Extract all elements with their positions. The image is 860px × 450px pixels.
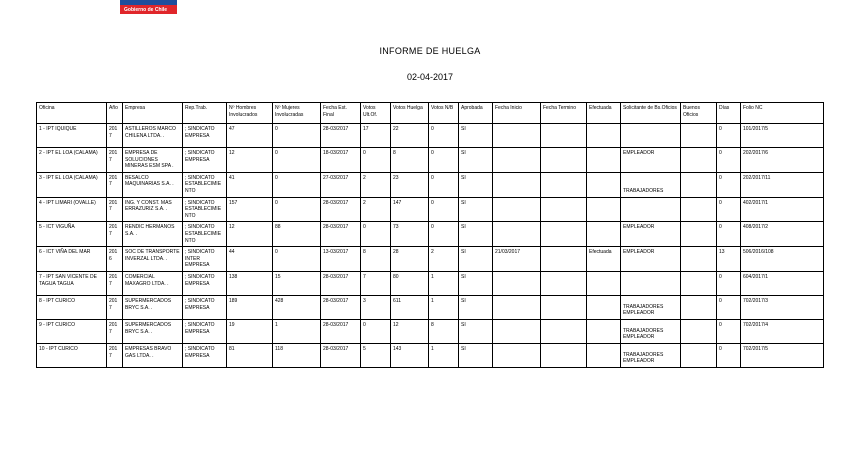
logo-text: Gobierno de Chile — [124, 7, 168, 13]
table-cell — [587, 319, 621, 343]
table-cell: 2017 — [107, 222, 123, 247]
table-cell — [541, 295, 587, 319]
table-cell: 44 — [227, 247, 273, 272]
table-cell: RENDIC HERMANOS S.A. . — [123, 222, 183, 247]
table-cell: 2017 — [107, 172, 123, 197]
table-cell — [541, 319, 587, 343]
table-cell: 2 - IPT EL LOA (CALAMA) — [37, 148, 107, 173]
header-row — [37, 103, 824, 124]
table-cell: 23 — [391, 172, 429, 197]
table-cell: 147 — [391, 197, 429, 222]
table-cell — [621, 271, 681, 295]
table-cell: 0 — [429, 148, 459, 173]
table-cell: SOC DE TRANSPORTE INVERZAL LTDA. . — [123, 247, 183, 272]
table-cell: SUPERMERCADOS BRYC S.A. . — [123, 295, 183, 319]
table-cell: 28-03/2017 — [321, 197, 361, 222]
table-row — [37, 148, 824, 173]
table-cell: 0 — [273, 172, 321, 197]
table-cell — [621, 197, 681, 222]
table-cell: SI — [459, 319, 493, 343]
table-cell: 8 — [391, 148, 429, 173]
table-cell: 19 — [227, 319, 273, 343]
table-cell — [541, 124, 587, 148]
table-cell — [493, 197, 541, 222]
table-cell — [681, 295, 717, 319]
table-cell: ; SINDICATO EMPRESA — [183, 148, 227, 173]
table-cell: 702/2017/3 — [741, 295, 824, 319]
gobierno-de-chile-logo — [120, 0, 177, 14]
table-cell: 0 — [717, 124, 741, 148]
column-header: Votos Huelga — [391, 103, 429, 124]
table-cell: 28-03/2017 — [321, 222, 361, 247]
table-cell: 0 — [361, 222, 391, 247]
table-cell — [493, 295, 541, 319]
table-cell — [621, 124, 681, 148]
table-cell: 0 — [429, 124, 459, 148]
table-row — [37, 319, 824, 343]
table-cell: 402/2017/1 — [741, 197, 824, 222]
table-cell — [493, 343, 541, 367]
table-cell: 73 — [391, 222, 429, 247]
table-cell: 28-03/2017 — [321, 271, 361, 295]
table-cell: 0 — [273, 247, 321, 272]
table-cell: 0 — [717, 319, 741, 343]
table-cell: 611 — [391, 295, 429, 319]
report-date: 02-04-2017 — [406, 72, 454, 82]
table-cell: 2 — [361, 172, 391, 197]
table-cell — [681, 247, 717, 272]
table-cell — [587, 295, 621, 319]
table-cell: ; SINDICATO EMPRESA — [183, 124, 227, 148]
table-cell: 10 - IPT CURICO — [37, 343, 107, 367]
table-cell: 0 — [717, 172, 741, 197]
table-cell: 28-03/2017 — [321, 343, 361, 367]
table-cell — [587, 172, 621, 197]
table-cell: 604/2017/1 — [741, 271, 824, 295]
table-cell: 2017 — [107, 271, 123, 295]
table-cell: 81 — [227, 343, 273, 367]
table-cell — [493, 172, 541, 197]
table-cell: 0 — [273, 124, 321, 148]
table-cell — [541, 148, 587, 173]
table-cell: 2 — [429, 247, 459, 272]
column-header: Votos N/B — [429, 103, 459, 124]
table-cell: 506/2016/108 — [741, 247, 824, 272]
table-cell: SI — [459, 247, 493, 272]
table-cell: TRABAJADORES EMPLEADOR — [621, 319, 681, 343]
table-cell: 138 — [227, 271, 273, 295]
table-cell: SUPERMERCADOS BRYC S.A. . — [123, 319, 183, 343]
table-cell: EMPLEADOR — [621, 148, 681, 173]
table-cell: 2017 — [107, 148, 123, 173]
table-cell: 0 — [717, 295, 741, 319]
table-cell: 702/2017/5 — [741, 343, 824, 367]
table-cell: 4 - IPT LIMARI (OVALLE) — [37, 197, 107, 222]
table-cell: Efectuada — [587, 247, 621, 272]
column-header: Año — [107, 103, 123, 124]
table-cell — [681, 222, 717, 247]
table-cell — [681, 148, 717, 173]
table-cell — [541, 343, 587, 367]
table-cell: 0 — [273, 197, 321, 222]
table-cell: 101/2017/5 — [741, 124, 824, 148]
table-cell: ; SINDICATO ESTABLECIMIENTO — [183, 197, 227, 222]
table-cell: 2017 — [107, 124, 123, 148]
table-cell: 12 — [227, 148, 273, 173]
table-cell: 408/2017/2 — [741, 222, 824, 247]
table-cell: 8 — [429, 319, 459, 343]
table-cell: 6 - ICT VIÑA DEL MAR — [37, 247, 107, 272]
table-cell: ; SINDICATO EMPRESA — [183, 343, 227, 367]
table-cell: 0 — [429, 172, 459, 197]
table-cell: ; SINDICATO ESTABLECIMIENTO — [183, 172, 227, 197]
table-cell: TRABAJADORES — [621, 172, 681, 197]
table-cell: 157 — [227, 197, 273, 222]
table-cell: 41 — [227, 172, 273, 197]
table-cell: EMPRESAS BRAVO GAS LTDA. . — [123, 343, 183, 367]
table-cell: 7 - IPT SAN VICENTE DE TAGUA TAGUA — [37, 271, 107, 295]
table-cell: 0 — [717, 197, 741, 222]
table-cell — [493, 148, 541, 173]
table-cell: 1 — [273, 319, 321, 343]
table-cell — [541, 247, 587, 272]
table-row — [37, 197, 824, 222]
strike-report-table — [36, 102, 824, 368]
table-cell: 1 — [429, 295, 459, 319]
table-cell — [587, 124, 621, 148]
column-header: Nº Hombres Involucrados — [227, 103, 273, 124]
table-cell: 17 — [361, 124, 391, 148]
table-cell: SI — [459, 343, 493, 367]
column-header: Buenos Oficios — [681, 103, 717, 124]
table-cell: 8 — [361, 247, 391, 272]
table-cell — [541, 197, 587, 222]
table-row — [37, 271, 824, 295]
table-cell: ING. Y CONST. MAS ERRAZURIZ S.A. . — [123, 197, 183, 222]
table-cell: TRABAJADORES EMPLEADOR — [621, 343, 681, 367]
table-cell: TRABAJADORES EMPLEADOR — [621, 295, 681, 319]
column-header: Aprobada — [459, 103, 493, 124]
table-row — [37, 247, 824, 272]
column-header: Rep.Trab. — [183, 103, 227, 124]
table-cell: ASTILLEROS MARCO CHILENA LTDA. . — [123, 124, 183, 148]
table-cell: 2017 — [107, 343, 123, 367]
table-cell: 9 - IPT CURICO — [37, 319, 107, 343]
table-cell: ; SINDICATO INTER EMPRESA — [183, 247, 227, 272]
report-title: INFORME DE HUELGA — [379, 46, 481, 56]
table-cell: SI — [459, 197, 493, 222]
table-cell — [493, 222, 541, 247]
table-cell — [681, 343, 717, 367]
table-cell: 3 — [361, 295, 391, 319]
table-cell: 1 - IPT IQUIQUE — [37, 124, 107, 148]
table-cell: SI — [459, 271, 493, 295]
table-cell: 143 — [391, 343, 429, 367]
table-cell: 0 — [429, 197, 459, 222]
table-cell: SI — [459, 172, 493, 197]
table-cell: 28 — [391, 247, 429, 272]
table-cell: 47 — [227, 124, 273, 148]
table-cell: 7 — [361, 271, 391, 295]
table-cell: 0 — [361, 319, 391, 343]
table-cell: 2017 — [107, 319, 123, 343]
table-cell — [681, 124, 717, 148]
table-cell: ; SINDICATO EMPRESA — [183, 271, 227, 295]
table-cell: 0 — [717, 148, 741, 173]
table-cell: 2017 — [107, 295, 123, 319]
column-header: Efectuada — [587, 103, 621, 124]
table-cell: EMPLEADOR — [621, 247, 681, 272]
table-cell: 8 - IPT CURICO — [37, 295, 107, 319]
table-cell: 702/2017/4 — [741, 319, 824, 343]
table-cell: 15 — [273, 271, 321, 295]
table-cell: COMERCIAL MAXAGRO LTDA. . — [123, 271, 183, 295]
table-cell — [587, 222, 621, 247]
table-cell — [681, 172, 717, 197]
table-cell: ; SINDICATO EMPRESA — [183, 319, 227, 343]
column-header: Fecha Termino — [541, 103, 587, 124]
table-cell: 28-03/2017 — [321, 124, 361, 148]
table-cell: 428 — [273, 295, 321, 319]
table-cell: 0 — [717, 222, 741, 247]
table-cell — [587, 343, 621, 367]
table-cell: 28-03/2017 — [321, 295, 361, 319]
table-cell — [493, 271, 541, 295]
table-cell — [493, 319, 541, 343]
table-cell: 13 — [717, 247, 741, 272]
column-header: Oficina — [37, 103, 107, 124]
column-header: Solicitante de Bs.Oficios — [621, 103, 681, 124]
column-header: Votos Ult.Of. — [361, 103, 391, 124]
table-cell: 12 — [391, 319, 429, 343]
table-cell: EMPLEADOR — [621, 222, 681, 247]
table-cell: 2 — [361, 197, 391, 222]
table-cell: ; SINDICATO EMPRESA — [183, 295, 227, 319]
table-cell: 0 — [361, 148, 391, 173]
table-cell: 21/03/2017 — [493, 247, 541, 272]
table-cell: 28-03/2017 — [321, 319, 361, 343]
column-header: Nº Mujeres Involucradas — [273, 103, 321, 124]
table-cell: 0 — [273, 148, 321, 173]
column-header: Fecha Inicio — [493, 103, 541, 124]
table-cell — [681, 319, 717, 343]
table-cell: 0 — [429, 222, 459, 247]
table-cell: 27-03/2017 — [321, 172, 361, 197]
table-cell — [681, 197, 717, 222]
column-header: Empresa — [123, 103, 183, 124]
table-row — [37, 124, 824, 148]
column-header: Días — [717, 103, 741, 124]
table-cell: 2017 — [107, 197, 123, 222]
table-cell: 189 — [227, 295, 273, 319]
table-row — [37, 295, 824, 319]
table-cell: 5 - ICT VIGUÑA — [37, 222, 107, 247]
table-cell: 0 — [717, 343, 741, 367]
table-cell: 22 — [391, 124, 429, 148]
table-cell: 202/2017/11 — [741, 172, 824, 197]
table-cell: ; SINDICATO ESTABLECIMIENTO — [183, 222, 227, 247]
table-cell: 3 - IPT EL LOA (CALAMA) — [37, 172, 107, 197]
table-cell — [493, 124, 541, 148]
column-header: Fecha Est. Final — [321, 103, 361, 124]
table-cell: 202/2017/6 — [741, 148, 824, 173]
table-cell — [541, 222, 587, 247]
table-cell — [541, 172, 587, 197]
column-header: Folio NC — [741, 103, 824, 124]
table-cell: EMPRESA DE SOLUCIONES MINERAS ESM SPA . — [123, 148, 183, 173]
table-cell: 88 — [273, 222, 321, 247]
table-cell: 0 — [717, 271, 741, 295]
table-body — [37, 124, 824, 368]
table-row — [37, 343, 824, 367]
table-cell: BESALCO MAQUINARIAS S.A. . — [123, 172, 183, 197]
table-row — [37, 222, 824, 247]
table-cell: 5 — [361, 343, 391, 367]
table-cell: SI — [459, 124, 493, 148]
table-cell — [681, 271, 717, 295]
table-cell: 12 — [227, 222, 273, 247]
table-cell: 18-03/2017 — [321, 148, 361, 173]
table-cell — [587, 197, 621, 222]
table-cell: 1 — [429, 271, 459, 295]
table-cell: 2016 — [107, 247, 123, 272]
table-row — [37, 172, 824, 197]
table-cell: 13-03/2017 — [321, 247, 361, 272]
table-cell: 1 — [429, 343, 459, 367]
table-cell: 118 — [273, 343, 321, 367]
table-cell — [587, 271, 621, 295]
table-cell: 80 — [391, 271, 429, 295]
table-cell: SI — [459, 295, 493, 319]
table-cell — [541, 271, 587, 295]
table-cell: SI — [459, 148, 493, 173]
table-cell: SI — [459, 222, 493, 247]
table-cell — [587, 148, 621, 173]
